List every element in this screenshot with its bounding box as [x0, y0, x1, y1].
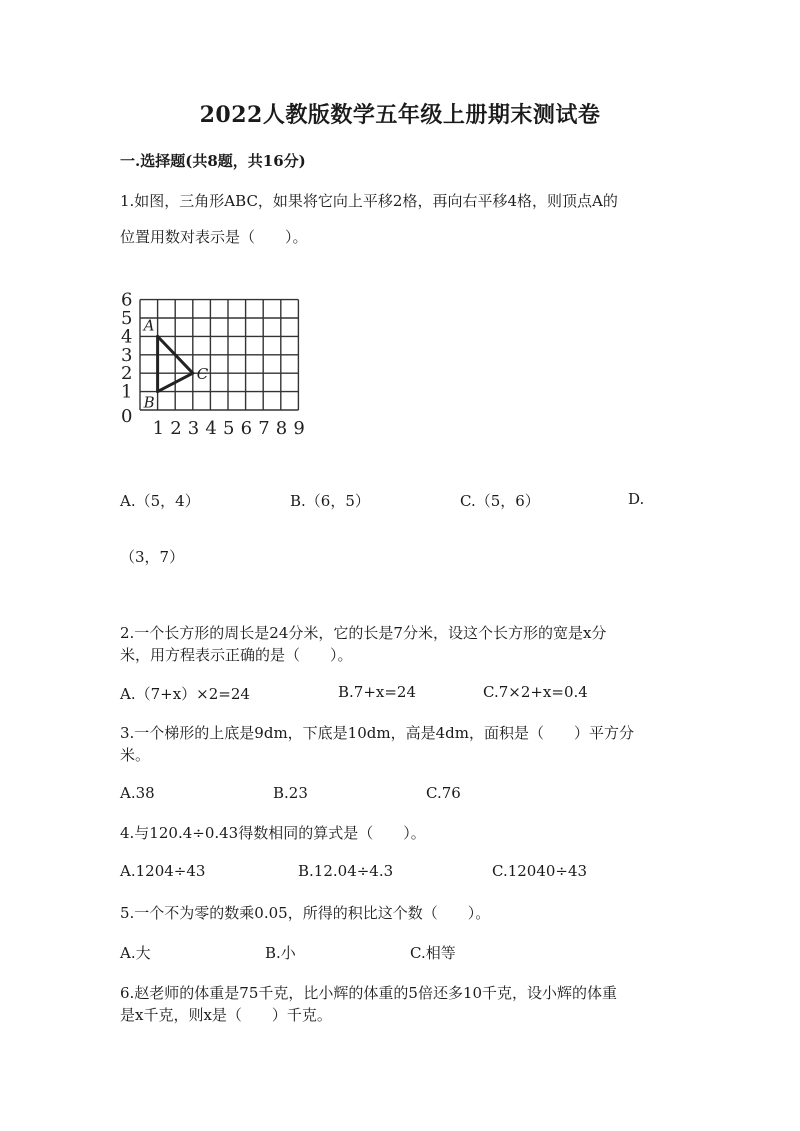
q3-option-a[interactable]: A.38 — [120, 784, 155, 802]
q2-option-a[interactable]: A.（7+x）×2=24 — [120, 685, 250, 703]
q5-text-line1: 5.一个不为零的数乘0.05，所得的积比这个数（ ）。 — [120, 904, 491, 922]
y-tick-label: 5 — [121, 308, 133, 329]
q3-option-c[interactable]: C.76 — [426, 784, 461, 802]
point-label-a: A — [143, 316, 155, 335]
grid-lines — [140, 300, 298, 410]
x-tick-label: 6 — [240, 418, 253, 439]
y-tick-label: 6 — [121, 289, 133, 311]
q2-option-b[interactable]: B.7+x=24 — [338, 683, 417, 701]
y-tick-label: 1 — [121, 381, 133, 403]
q1-option-b[interactable]: B.（6，5） — [290, 492, 370, 510]
x-tick-label: 3 — [187, 418, 200, 439]
q4-option-c[interactable]: C.12040÷43 — [492, 862, 588, 880]
q1-option-c[interactable]: C.（5，6） — [460, 492, 540, 510]
q5-option-c[interactable]: C.相等 — [410, 944, 456, 962]
q3-text-line2: 米。 — [120, 746, 151, 764]
point-label-c: C — [196, 365, 209, 384]
q5-option-b[interactable]: B.小 — [265, 944, 296, 962]
section-heading: 一.选择题(共8题，共16分) — [120, 152, 306, 170]
x-tick-label: 7 — [258, 418, 270, 439]
y-tick-label: 0 — [121, 406, 133, 427]
y-tick-label: 4 — [121, 326, 133, 348]
q1-option-a[interactable]: A.（5，4） — [120, 492, 200, 510]
q2-text-line1: 2.一个长方形的周长是24分米，它的长是7分米，设这个长方形的宽是x分 — [120, 624, 607, 642]
q4-text-line1: 4.与120.4÷0.43得数相同的算式是（ ）。 — [120, 824, 426, 842]
page-title: 2022人教版数学五年级上册期末测试卷 — [199, 102, 601, 128]
q1-text-line2: 位置用数对表示是（ ）。 — [120, 228, 308, 246]
x-axis-ticks — [153, 418, 305, 439]
x-tick-label: 8 — [275, 418, 288, 439]
q2-option-c[interactable]: C.7×2+x=0.4 — [483, 683, 588, 701]
x-tick-label: 5 — [223, 418, 235, 439]
x-tick-label: 2 — [170, 418, 182, 439]
y-axis-ticks — [121, 290, 132, 427]
q3-text-line1: 3.一个梯形的上底是9dm，下底是10dm，高是4dm，面积是（ ）平方分 — [120, 724, 634, 742]
q1-grid-figure — [118, 278, 318, 448]
q6-text-line2: 是x千克，则x是（ ）千克。 — [120, 1006, 332, 1024]
q1-option-d[interactable]: D. — [628, 490, 645, 508]
point-label-b: B — [143, 393, 155, 412]
q1-text-line1: 1.如图，三角形ABC，如果将它向上平移2格，再向右平移4格，则顶点A的 — [120, 192, 618, 210]
q4-option-b[interactable]: B.12.04÷4.3 — [298, 862, 394, 880]
y-tick-label: 3 — [121, 344, 133, 366]
x-tick-label: 4 — [205, 418, 217, 439]
q4-option-a[interactable]: A.1204÷43 — [120, 862, 206, 880]
q6-text-line1: 6.赵老师的体重是75千克，比小辉的体重的5倍还多10千克，设小辉的体重 — [120, 984, 618, 1002]
x-tick-label: 9 — [293, 418, 305, 439]
y-tick-label: 2 — [121, 363, 133, 385]
q1-option-d-value: （3，7） — [120, 548, 185, 566]
q2-text-line2: 米，用方程表示正确的是（ ）。 — [120, 646, 353, 664]
x-tick-label: 1 — [152, 418, 165, 439]
q5-option-a[interactable]: A.大 — [120, 944, 151, 962]
q3-option-b[interactable]: B.23 — [273, 784, 308, 802]
